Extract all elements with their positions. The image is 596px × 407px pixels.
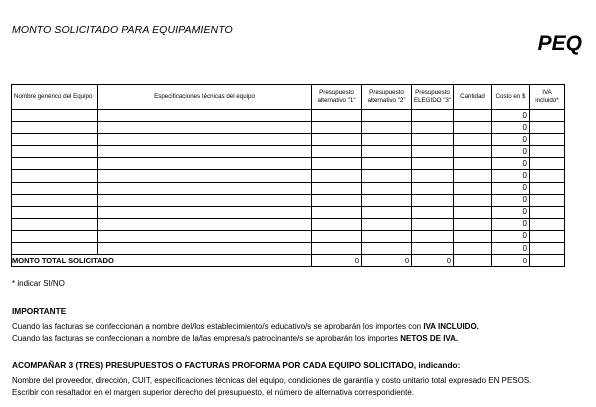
cell-alt2[interactable] <box>362 146 412 158</box>
cell-nombre[interactable] <box>12 230 98 242</box>
acompanar-line-1: Nombre del proveedor, dirección, CUIT, especificaciones técnicas del equipo, condiciones de garantía y costo unitario total expresado EN PESOS. <box>12 376 532 385</box>
cell-iva[interactable] <box>530 170 565 182</box>
cell-nombre[interactable] <box>12 182 98 194</box>
cell-alt1[interactable] <box>312 110 362 122</box>
cell-costo: 0 <box>492 134 530 146</box>
cell-especificaciones[interactable] <box>98 122 312 134</box>
cell-nombre[interactable] <box>12 194 98 206</box>
cell-especificaciones[interactable] <box>98 134 312 146</box>
cell-cantidad[interactable] <box>454 206 492 218</box>
netos-iva-emphasis: NETOS DE IVA. <box>400 334 459 343</box>
equipment-table <box>11 84 565 267</box>
cell-elegido[interactable] <box>412 243 454 255</box>
col-elegido-header: Presupuesto ELEGIDO "3" <box>412 85 454 110</box>
total-costo: 0 <box>492 255 530 267</box>
cell-alt2[interactable] <box>362 170 412 182</box>
cell-alt2[interactable] <box>362 230 412 242</box>
cell-especificaciones[interactable] <box>98 182 312 194</box>
acompanar-line-2: Escribir con resaltador en el margen superior derecho del presupuesto, el número de alternativa correspondiente. <box>12 388 415 397</box>
cell-elegido[interactable] <box>412 194 454 206</box>
importante-line-1: Cuando las facturas se confeccionan a nombre del/los establecimiento/s educativo/s se aprobarán los importes con IVA INCLUIDO. <box>12 322 479 331</box>
cell-nombre[interactable] <box>12 146 98 158</box>
cell-iva[interactable] <box>530 134 565 146</box>
cell-cantidad[interactable] <box>454 146 492 158</box>
cell-iva[interactable] <box>530 110 565 122</box>
table-row <box>12 158 565 170</box>
cell-especificaciones[interactable] <box>98 110 312 122</box>
col-nombre-header: Nombre genérico del Equipo <box>12 85 98 110</box>
total-alt2: 0 <box>362 255 412 267</box>
cell-iva[interactable] <box>530 122 565 134</box>
form-code: PEQ <box>537 32 582 55</box>
cell-alt1[interactable] <box>312 146 362 158</box>
cell-alt1[interactable] <box>312 218 362 230</box>
cell-especificaciones[interactable] <box>98 218 312 230</box>
cell-nombre[interactable] <box>12 170 98 182</box>
cell-alt1[interactable] <box>312 230 362 242</box>
col-alt2-header: Presupuesto alternativo "2" <box>362 85 412 110</box>
cell-alt2[interactable] <box>362 206 412 218</box>
cell-iva[interactable] <box>530 230 565 242</box>
cell-alt1[interactable] <box>312 182 362 194</box>
cell-especificaciones[interactable] <box>98 158 312 170</box>
importante-section <box>12 306 479 345</box>
cell-especificaciones[interactable] <box>98 194 312 206</box>
total-alt1: 0 <box>312 255 362 267</box>
cell-cantidad[interactable] <box>454 134 492 146</box>
cell-costo: 0 <box>492 146 530 158</box>
cell-alt1[interactable] <box>312 206 362 218</box>
cell-elegido[interactable] <box>412 170 454 182</box>
cell-costo: 0 <box>492 182 530 194</box>
table-body <box>12 110 565 255</box>
cell-elegido[interactable] <box>412 158 454 170</box>
cell-cantidad[interactable] <box>454 243 492 255</box>
col-iva-header: IVA incluido* <box>530 85 565 110</box>
cell-nombre[interactable] <box>12 122 98 134</box>
cell-costo: 0 <box>492 122 530 134</box>
cell-alt2[interactable] <box>362 243 412 255</box>
cell-nombre[interactable] <box>12 158 98 170</box>
table-row <box>12 146 565 158</box>
cell-elegido[interactable] <box>412 182 454 194</box>
cell-elegido[interactable] <box>412 122 454 134</box>
cell-alt2[interactable] <box>362 110 412 122</box>
cell-alt2[interactable] <box>362 218 412 230</box>
cell-nombre[interactable] <box>12 243 98 255</box>
table-header-row <box>12 85 565 110</box>
cell-elegido[interactable] <box>412 206 454 218</box>
cell-iva[interactable] <box>530 206 565 218</box>
table-row <box>12 122 565 134</box>
table-row <box>12 194 565 206</box>
table-row <box>12 170 565 182</box>
cell-especificaciones[interactable] <box>98 146 312 158</box>
acompanar-heading: ACOMPAÑAR 3 (TRES) PRESUPUESTOS O FACTURAS PROFORMA POR CADA EQUIPO SOLICITADO, indicando: <box>12 360 461 370</box>
col-especificaciones-header: Especificaciones técnicas del equipo <box>98 85 312 110</box>
form-title: MONTO SOLICITADO PARA EQUIPAMIENTO <box>12 24 233 36</box>
cell-nombre[interactable] <box>12 134 98 146</box>
total-row <box>12 255 565 267</box>
cell-nombre[interactable] <box>12 218 98 230</box>
cell-iva[interactable] <box>530 182 565 194</box>
table-row <box>12 243 565 255</box>
importante-heading: IMPORTANTE <box>12 306 67 316</box>
cell-alt2[interactable] <box>362 134 412 146</box>
importante-line-2: Cuando las facturas se confeccionan a nombre de la/las empresa/s patrocinante/s se aprobarán los importes NETOS DE IVA. <box>12 334 459 343</box>
table-row <box>12 134 565 146</box>
col-alt1-header: Presupuesto alternativo "1" <box>312 85 362 110</box>
col-cantidad-header: Cantidad <box>454 85 492 110</box>
cell-alt2[interactable] <box>362 158 412 170</box>
table-row <box>12 230 565 242</box>
cell-iva[interactable] <box>530 146 565 158</box>
cell-especificaciones[interactable] <box>98 243 312 255</box>
cell-especificaciones[interactable] <box>98 206 312 218</box>
table-row <box>12 218 565 230</box>
cell-costo: 0 <box>492 230 530 242</box>
cell-alt1[interactable] <box>312 170 362 182</box>
cell-alt1[interactable] <box>312 158 362 170</box>
cell-cantidad[interactable] <box>454 218 492 230</box>
cell-costo: 0 <box>492 170 530 182</box>
cell-iva[interactable] <box>530 243 565 255</box>
cell-iva[interactable] <box>530 158 565 170</box>
cell-cantidad[interactable] <box>454 158 492 170</box>
cell-cantidad[interactable] <box>454 182 492 194</box>
cell-costo: 0 <box>492 218 530 230</box>
cell-iva[interactable] <box>530 194 565 206</box>
cell-cantidad[interactable] <box>454 170 492 182</box>
cell-cantidad[interactable] <box>454 122 492 134</box>
cell-cantidad[interactable] <box>454 110 492 122</box>
cell-cantidad[interactable] <box>454 194 492 206</box>
cell-alt2[interactable] <box>362 122 412 134</box>
cell-cantidad[interactable] <box>454 230 492 242</box>
cell-iva[interactable] <box>530 218 565 230</box>
cell-especificaciones[interactable] <box>98 170 312 182</box>
total-iva <box>530 255 565 267</box>
cell-nombre[interactable] <box>12 110 98 122</box>
cell-alt1[interactable] <box>312 122 362 134</box>
total-cantidad <box>454 255 492 267</box>
cell-costo: 0 <box>492 110 530 122</box>
cell-alt1[interactable] <box>312 243 362 255</box>
cell-alt1[interactable] <box>312 134 362 146</box>
cell-costo: 0 <box>492 243 530 255</box>
total-label: MONTO TOTAL SOLICITADO <box>12 255 312 267</box>
table-row <box>12 206 565 218</box>
cell-alt1[interactable] <box>312 194 362 206</box>
cell-elegido[interactable] <box>412 134 454 146</box>
table-row <box>12 182 565 194</box>
cell-nombre[interactable] <box>12 206 98 218</box>
table-row <box>12 110 565 122</box>
cell-alt2[interactable] <box>362 182 412 194</box>
cell-costo: 0 <box>492 194 530 206</box>
cell-alt2[interactable] <box>362 194 412 206</box>
cell-elegido[interactable] <box>412 230 454 242</box>
cell-elegido[interactable] <box>412 110 454 122</box>
cell-especificaciones[interactable] <box>98 230 312 242</box>
cell-costo: 0 <box>492 206 530 218</box>
footnote: * indicar SI/NO <box>12 279 65 288</box>
col-costo-header: Costo en $ <box>492 85 530 110</box>
cell-costo: 0 <box>492 158 530 170</box>
acompanar-section <box>12 360 531 399</box>
total-elegido: 0 <box>412 255 454 267</box>
cell-elegido[interactable] <box>412 218 454 230</box>
iva-incluido-emphasis: IVA INCLUIDO. <box>423 322 479 331</box>
cell-elegido[interactable] <box>412 146 454 158</box>
